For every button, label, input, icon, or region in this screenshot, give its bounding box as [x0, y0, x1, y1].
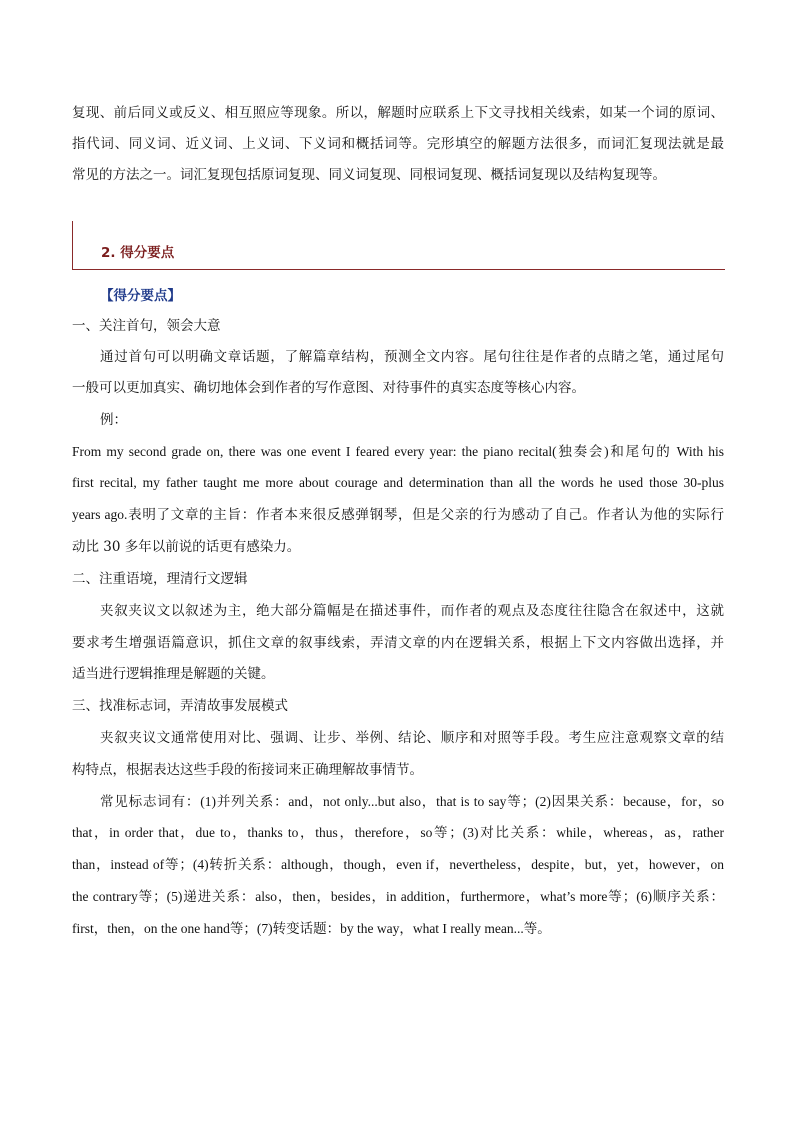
section-heading-box — [72, 221, 725, 270]
markers-line-4: the contrary等；(5)递进关系：also，then，besides，in addition，furthermore，what’s more等；(6)顺序关系： — [72, 889, 724, 904]
point-2-para-line-2: 要求考生增强语篇意识，抓住文章的叙事线索，弄清文章的内在逻辑关系，根据上下文内容做出选择，并 — [72, 635, 724, 651]
point-1-para-line-2: 一般可以更加真实、确切地体会到作者的写作意图、对待事件的真实态度等核心内容。 — [72, 380, 585, 396]
intro-line-2: 指代词、同义词、近义词、上义词、下义词和概括词等。完形填空的解题方法很多，而词汇复现法就是最 — [72, 136, 724, 152]
markers-line-3: than，instead of等；(4)转折关系：although，though，even if，nevertheless，despite，but，yet，however，on — [72, 857, 724, 872]
example-line-1: From my second grade on, there was one event I feared every year: the piano recital(独奏会)和尾句的 With his — [72, 444, 724, 459]
point-3-para-line-1: 夹叙夹议文通常使用对比、强调、让步、举例、结论、顺序和对照等手段。考生应注意观察文章的结 — [100, 730, 724, 746]
example-label: 例： — [100, 412, 127, 428]
example-line-4: 动比 30 多年以前说的话更有感染力。 — [72, 539, 301, 555]
markers-line-1: 常见标志词有：(1)并列关系：and，not only...but also，that is to say等；(2)因果关系：because，for，so — [100, 794, 724, 809]
markers-line-5: first，then，on the one hand等；(7)转变话题：by the way，what I really mean...等。 — [72, 921, 551, 936]
point-2-para-line-3: 适当进行逻辑推理是解题的关键。 — [72, 666, 275, 682]
point-1-para-line-1: 通过首句可以明确文章话题，了解篇章结构，预测全文内容。尾句往往是作者的点睛之笔，通过尾句 — [100, 349, 724, 365]
point-1-title: 一、关注首句，领会大意 — [72, 318, 221, 334]
markers-line-2: that，in order that，due to，thanks to，thus，therefore，so等；(3)对比关系：while，whereas，as，rather — [72, 825, 724, 840]
intro-line-3: 常见的方法之一。词汇复现包括原词复现、同义词复现、同根词复现、概括词复现以及结构复现等。 — [72, 167, 666, 183]
example-line-3: years ago.表明了文章的主旨：作者本来很反感弹钢琴，但是父亲的行为感动了自己。作者认为他的实际行 — [72, 507, 724, 522]
point-3-title: 三、找准标志词，弄清故事发展模式 — [72, 698, 288, 714]
section-title: 2. 得分要点 — [101, 245, 175, 261]
point-2-para-line-1: 夹叙夹议文以叙述为主，绝大部分篇幅是在描述事件，而作者的观点及态度往往隐含在叙述中，这就 — [100, 603, 724, 619]
intro-line-1: 复现、前后同义或反义、相互照应等现象。所以，解题时应联系上下文寻找相关线索，如某一个词的原词、 — [72, 105, 724, 121]
point-3-para-line-2: 构特点，根据表达这些手段的衔接词来正确理解故事情节。 — [72, 762, 423, 778]
point-2-title: 二、注重语境，理清行文逻辑 — [72, 571, 248, 587]
example-line-2: first recital, my father taught me more about courage and determination than all the words he used those 30-plus — [72, 475, 724, 490]
key-points-heading: 【得分要点】 — [100, 288, 181, 304]
